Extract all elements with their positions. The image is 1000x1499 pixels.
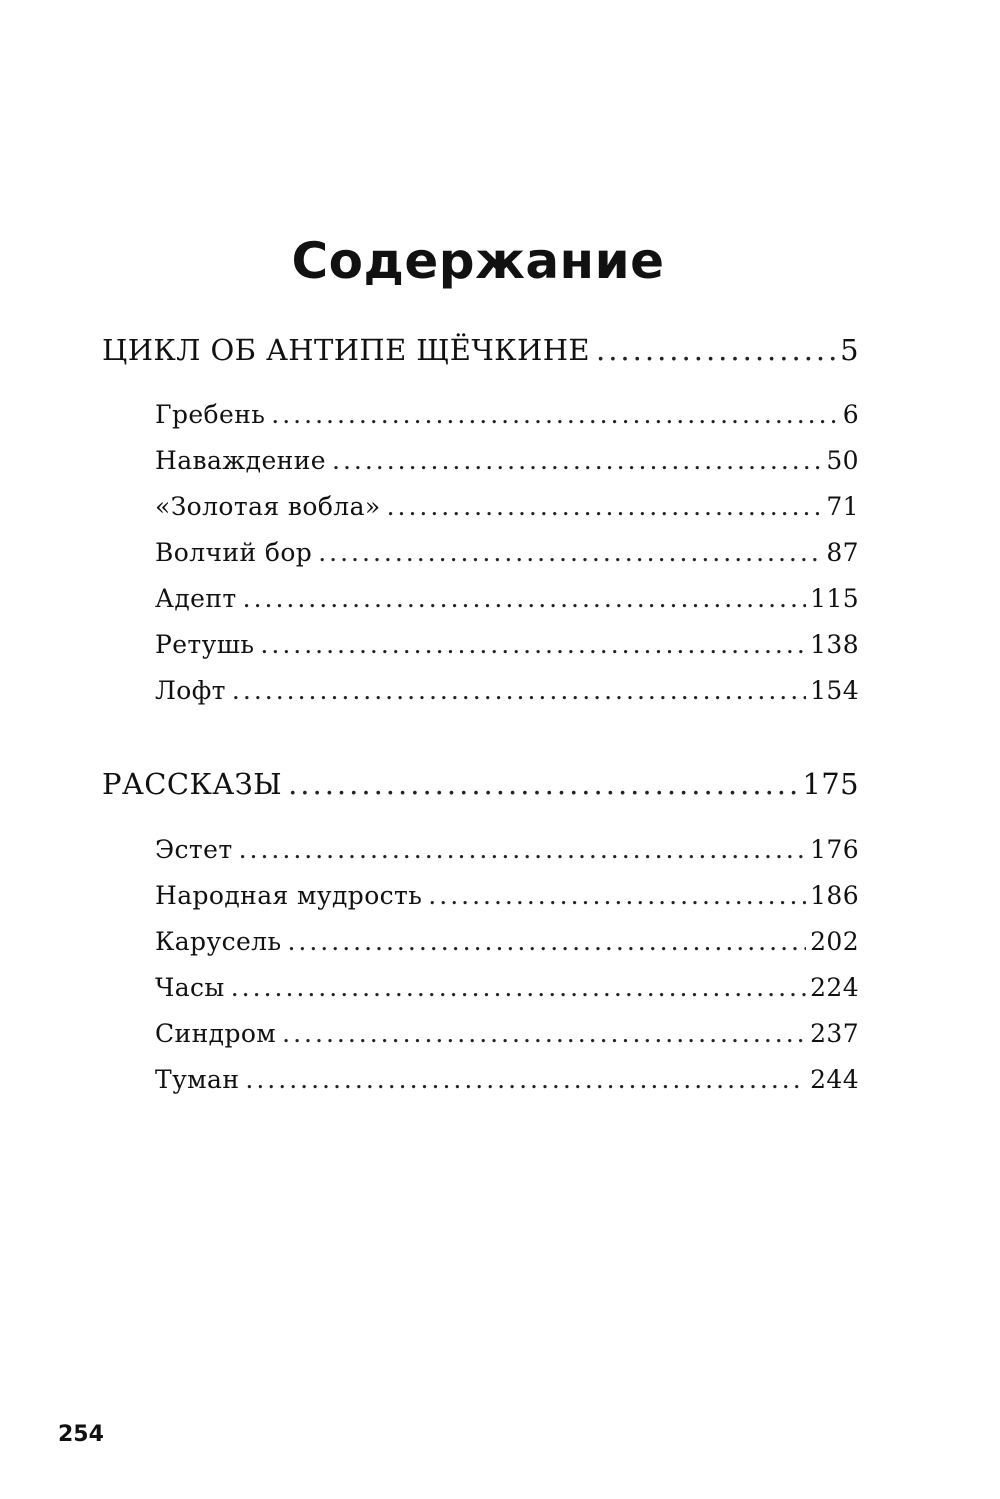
toc-entry-title: Туман [155,1065,240,1094]
toc-entry-page: 138 [810,630,859,659]
toc-entry[interactable] [155,489,859,525]
toc-entry[interactable] [155,970,859,1006]
toc-entry[interactable] [155,878,859,914]
dot-leader [271,397,838,433]
dot-leader [239,832,806,868]
toc-entry-page: 224 [810,973,859,1002]
toc-entry[interactable] [155,1062,859,1098]
toc-entry-title: «Золотая вобла» [155,492,381,521]
toc-section-page: 175 [802,767,859,801]
toc-section-page: 5 [840,333,859,367]
toc-entry-page: 87 [826,538,859,567]
dot-leader [318,535,822,571]
toc-entry[interactable] [155,627,859,663]
toc-entry-page: 202 [810,927,859,956]
toc-entry[interactable] [155,443,859,479]
toc-section-label: ЦИКЛ ОБ АНТИПЕ ЩЁЧКИНЕ [102,333,590,367]
toc-entry-page: 115 [810,584,859,613]
toc-entry[interactable] [155,581,859,617]
dot-leader [332,443,822,479]
dot-leader [243,581,806,617]
toc-entry-page: 244 [810,1065,859,1094]
dot-leader [387,489,823,525]
toc-entry[interactable] [155,535,859,571]
dot-leader [428,878,806,914]
toc-entry-title: Карусель [155,927,282,956]
toc-entry-title: Волчий бор [155,538,313,567]
toc-entry[interactable] [155,673,859,709]
page-number: 254 [58,1422,104,1447]
dot-leader [232,673,806,709]
dot-leader [288,764,798,804]
toc-entry-page: 6 [842,400,859,429]
toc-section-heading[interactable] [102,764,859,804]
toc-entry[interactable] [155,1016,859,1052]
toc-entry[interactable] [155,924,859,960]
page-title: Содержание [291,231,665,290]
toc-entry-page: 71 [826,492,859,521]
toc-entry-title: Гребень [155,400,266,429]
toc-entry-title: Адепт [155,584,237,613]
toc-entry-title: Наваждение [155,446,326,475]
dot-leader [260,627,806,663]
toc-entry-title: Народная мудрость [155,881,423,910]
dot-leader [287,924,806,960]
toc-entry[interactable] [155,397,859,433]
dot-leader [282,1016,806,1052]
dot-leader [596,330,836,370]
dot-leader [245,1062,806,1098]
dot-leader [231,970,806,1006]
toc-entry-title: Эстет [155,835,233,864]
toc-entry-page: 50 [826,446,859,475]
toc-entry-page: 237 [810,1019,859,1048]
toc-entry-page: 186 [810,881,859,910]
toc-section-heading[interactable] [102,330,859,370]
toc-entry-title: Ретушь [155,630,255,659]
toc-entry[interactable] [155,832,859,868]
toc-entry-title: Синдром [155,1019,277,1048]
toc-section-label: РАССКАЗЫ [102,767,283,801]
toc-entry-page: 154 [810,676,859,705]
toc-entry-title: Лофт [155,676,226,705]
toc-entry-page: 176 [810,835,859,864]
toc-entry-title: Часы [155,973,225,1002]
